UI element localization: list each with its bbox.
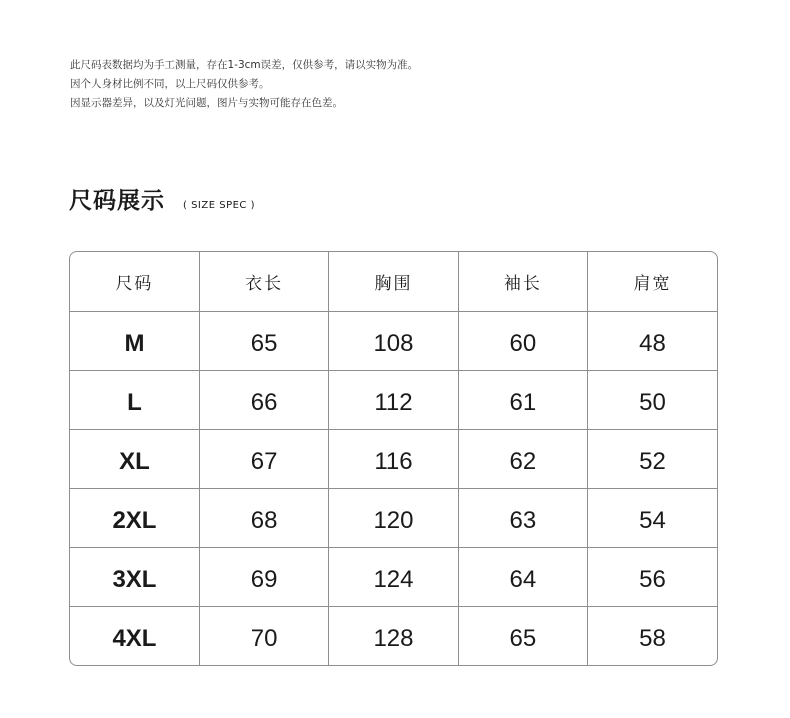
table-row [70, 311, 717, 370]
size-cell: 3XL [70, 547, 199, 606]
column-header-length: 衣长 [199, 252, 328, 311]
size-cell: L [70, 370, 199, 429]
size-cell: 2XL [70, 488, 199, 547]
sleeve-cell: 63 [458, 488, 587, 547]
length-cell: 70 [199, 606, 328, 665]
length-cell: 66 [199, 370, 328, 429]
size-cell: XL [70, 429, 199, 488]
chest-cell: 124 [329, 547, 458, 606]
table-row [70, 429, 717, 488]
shoulder-cell: 58 [639, 624, 666, 652]
shoulder-cell: 48 [588, 311, 717, 370]
table-row [70, 547, 717, 606]
table-row [70, 488, 717, 547]
size-table [69, 251, 718, 666]
length-cell: 67 [199, 429, 328, 488]
note-line: 此尺码表数据均为手工测量，存在1-3cm误差，仅供参考，请以实物为准。 [70, 59, 419, 71]
column-header-shoulder: 肩宽 [588, 252, 717, 311]
shoulder-cell: 52 [588, 429, 717, 488]
sleeve-cell: 62 [458, 429, 587, 488]
chest-cell: 108 [329, 311, 458, 370]
chest-cell: 120 [329, 488, 458, 547]
disclaimer-notes [70, 56, 418, 113]
length-cell: 65 [199, 311, 328, 370]
shoulder-cell: 54 [588, 488, 717, 547]
table-header-row [70, 252, 717, 311]
column-header-sleeve: 袖长 [458, 252, 587, 311]
size-cell: 4XL [70, 606, 199, 665]
section-heading [69, 182, 255, 215]
column-header-chest: 胸围 [329, 252, 458, 311]
chest-cell: 128 [329, 606, 458, 665]
sleeve-cell: 61 [458, 370, 587, 429]
section-title: 尺码展示 [69, 188, 165, 214]
sleeve-cell: 64 [458, 547, 587, 606]
note-line: 因个人身材比例不同，以上尺码仅供参考。 [70, 78, 270, 90]
note-line: 因显示器差异，以及灯光问题，图片与实物可能存在色差。 [70, 97, 343, 109]
length-cell: 68 [199, 488, 328, 547]
section-subtitle: ( SIZE SPEC ) [183, 200, 255, 211]
column-header-size: 尺码 [70, 252, 199, 311]
sleeve-cell: 60 [458, 311, 587, 370]
table-row [70, 606, 717, 665]
size-spec-table [70, 252, 717, 665]
shoulder-cell: 56 [588, 547, 717, 606]
size-cell: M [70, 311, 199, 370]
shoulder-cell: 50 [588, 370, 717, 429]
chest-cell: 116 [329, 429, 458, 488]
sleeve-cell: 65 [458, 606, 587, 665]
table-row [70, 370, 717, 429]
chest-cell: 112 [329, 370, 458, 429]
length-cell: 69 [199, 547, 328, 606]
